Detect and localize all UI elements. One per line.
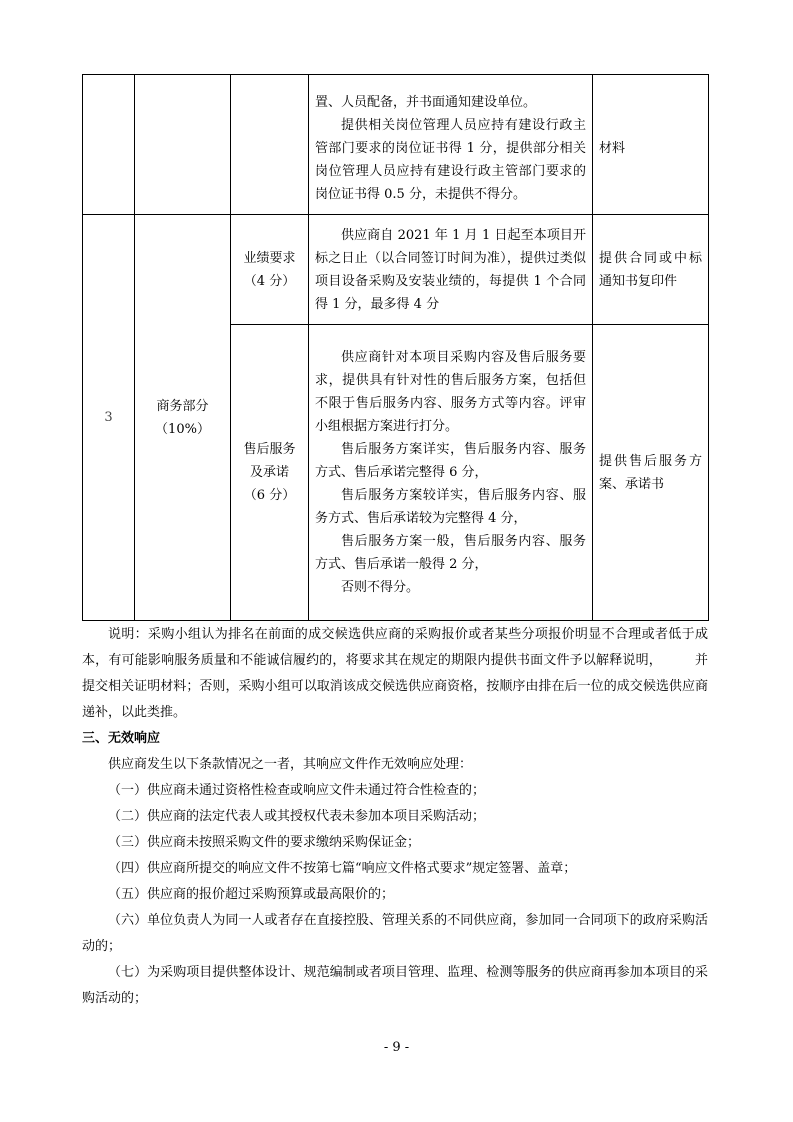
- cell-standard-continued: [309, 75, 593, 215]
- cell-material-after-sales: [593, 325, 709, 621]
- page-number: - 9 -: [383, 1040, 410, 1055]
- cell-category: [135, 215, 231, 621]
- standard-text-line: 售后服务方案较详实，售后服务内容、服务方式、售后承诺较为完整得 4 分，: [315, 488, 586, 526]
- standard-text-line: 否则不得分。: [341, 580, 420, 595]
- cell-sub-after-sales: [231, 325, 309, 621]
- cell-material-continued: [593, 75, 709, 215]
- material-text: 材料: [599, 141, 626, 156]
- material-text: 提供合同或中标通知书复印件: [599, 250, 702, 289]
- cell-row-number: [83, 215, 135, 621]
- standard-text: 供应商自 2021 年 1 月 1 日起至本项目开标之日止（以合同签订时间为准），提供过类似项目设备采购及安装业绩的，每提供 1 个合同得 1 分，最多得 4 分: [315, 227, 586, 312]
- cell-sub-performance: [231, 215, 309, 325]
- cell-standard-after-sales: [309, 325, 593, 621]
- standard-text-line: 置、人员配备，并书面通知建设单位。: [315, 95, 537, 110]
- section-intro: 供应商发生以下条款情况之一者，其响应文件作无效响应处理：: [108, 757, 473, 772]
- cell-category-empty: [135, 75, 231, 215]
- sub-name: 及承诺: [249, 465, 289, 480]
- cell-num-empty: [83, 75, 135, 215]
- sub-name: 业绩要求: [243, 250, 296, 266]
- material-text: 提供售后服务方案、承诺书: [599, 453, 702, 492]
- standard-text-line: 售后服务方案一般，售后服务内容、服务方式、售后承诺一般得 2 分，: [315, 534, 586, 572]
- standard-text-line: 售后服务方案详实，售后服务内容、服务方式、售后承诺完整得 6 分，: [315, 442, 586, 480]
- cell-standard-performance: [309, 215, 593, 325]
- category-weight: （10%）: [155, 421, 210, 437]
- sub-score: （4 分）: [243, 273, 296, 289]
- row-number: 3: [104, 410, 113, 425]
- standard-text-line: 提供相关岗位管理人员应持有建设行政主管部门要求的岗位证书得 1 分，提供部分相关岗位管理人员应持有建设行政主管部门要求的岗位证书得 0.5 分，未提供不得分。: [315, 118, 586, 202]
- note-paragraph: 说明：采购小组认为排名在前面的成交候选供应商的采购报价或者某些分项报价明显不合理或者低于成本，有可能影响服务质量和不能诚信履约的，将要求其在规定的期限内提供书面文件予以解释说明， 并提交相关证明材料；否则，采购小组可以取消该成交候选供应商资格，按顺序由排在后一位的成交候选供应商递补，以此类推。: [82, 627, 708, 720]
- cell-material-performance: [593, 215, 709, 325]
- list-item: （一）供应商未通过资格性检查或响应文件未通过符合性检查的；: [108, 783, 486, 798]
- cell-sub-empty: [231, 75, 309, 215]
- scoring-table: [82, 74, 709, 621]
- sub-score: （6 分）: [243, 488, 296, 503]
- list-item: （二）供应商的法定代表人或其授权代表未参加本项目采购活动；: [108, 809, 486, 824]
- standard-text-line: 供应商针对本项目采购内容及售后服务要求，提供具有针对性的售后服务方案，包括但不限于售后服务内容、服务方式等内容。评审小组根据方案进行打分。: [315, 350, 586, 434]
- sub-name: 售后服务: [243, 442, 296, 457]
- list-item: （五）供应商的报价超过采购预算或最高限价的；: [108, 887, 395, 902]
- list-item: （四）供应商所提交的响应文件不按第七篇“响应文件格式要求”规定签署、盖章；: [108, 861, 577, 876]
- category-name: 商务部分: [156, 398, 209, 414]
- list-item: （三）供应商未按照采购文件的要求缴纳采购保证金；: [108, 835, 421, 850]
- list-item: （七）为采购项目提供整体设计、规范编制或者项目管理、监理、检测等服务的供应商再参加本项目的采购活动的；: [82, 965, 708, 1006]
- section-title: 三、无效响应: [82, 731, 161, 746]
- list-item: （六）单位负责人为同一人或者存在直接控股、管理关系的不同供应商，参加同一合同项下的政府采购活动的；: [82, 913, 708, 954]
- table-row-continued: [83, 75, 709, 215]
- table-row-performance: [83, 215, 709, 325]
